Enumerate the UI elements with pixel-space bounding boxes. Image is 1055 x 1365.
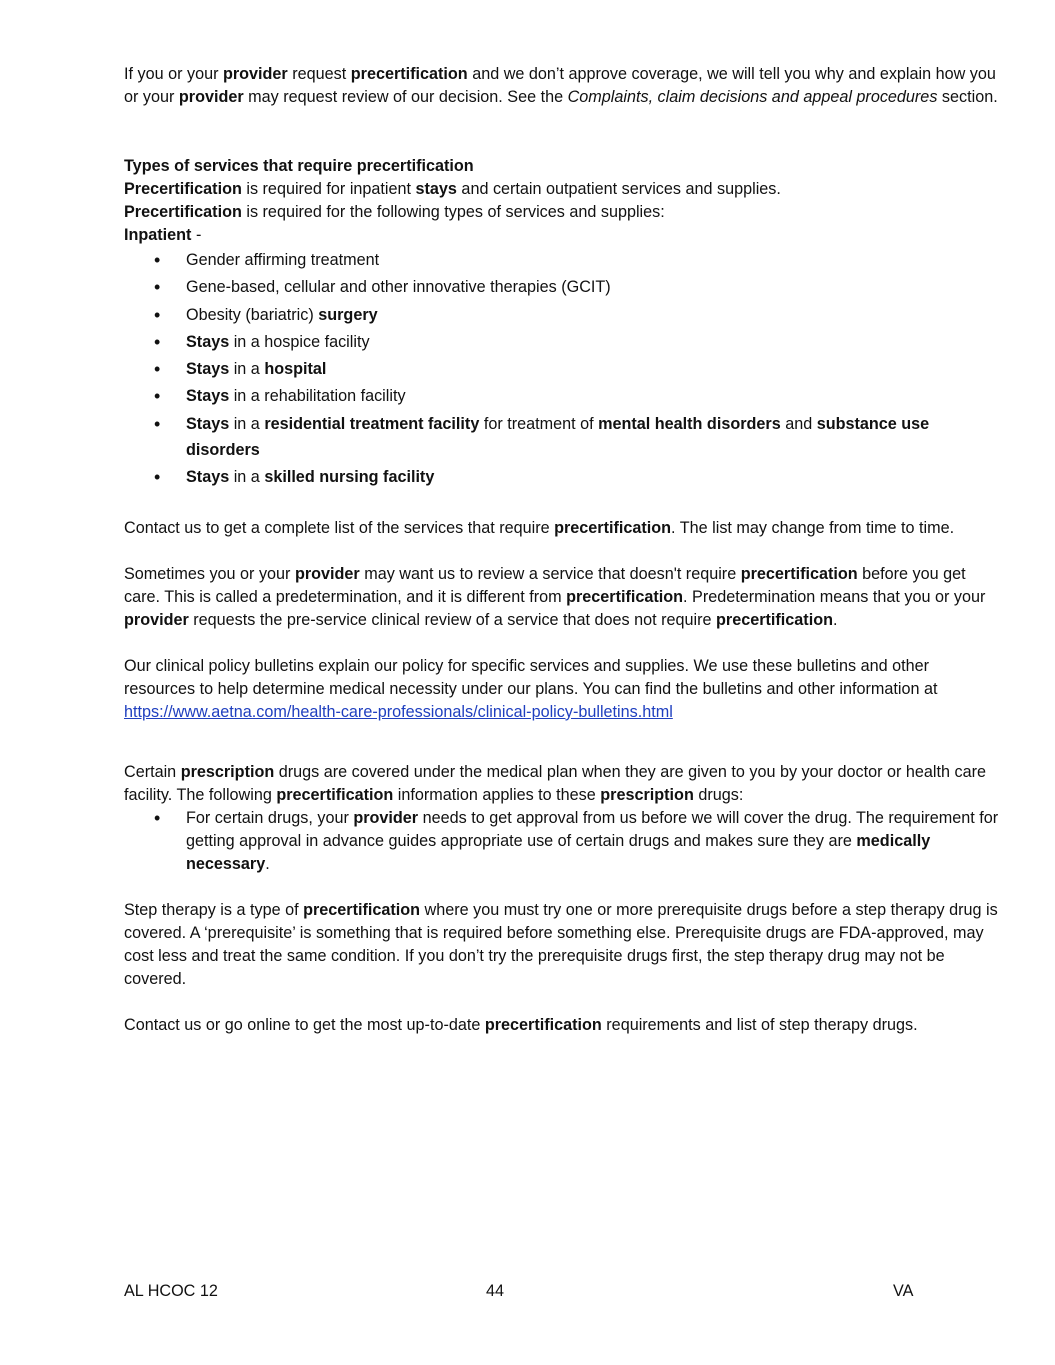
contact-online-paragraph: Contact us or go online to get the most up-to-date precertification requirements and list of step therapy drugs.: [124, 1015, 918, 1034]
list-item: • Obesity (bariatric) surgery: [124, 302, 1004, 328]
footer-state: VA: [893, 1282, 914, 1300]
list-item: • Stays in a skilled nursing facility: [124, 464, 1004, 490]
inpatient-label: Inpatient -: [124, 226, 202, 244]
list-item: • Stays in a hospice facility: [124, 329, 1004, 355]
contact-list-paragraph: Contact us to get a complete list of the services that require precertification. The list may change from time to time.: [124, 518, 955, 537]
inpatient-stays-line: Precertification is required for inpatient stays and certain outpatient services and supplies.: [124, 180, 781, 198]
bulletins-paragraph: Our clinical policy bulletins explain our policy for specific services and supplies. We use these bulletins and other resources to help determine medical necessity under our plans. You can find the bulletins and other information at https://www.aetna.com/health-care-professionals/clinical-policy-bulletins.html: [124, 656, 938, 721]
services-types-line: Precertification is required for the following types of services and supplies:: [124, 203, 665, 221]
appeal-section-reference: Complaints, claim decisions and appeal procedures: [567, 88, 938, 106]
types-section: [124, 155, 1004, 491]
prescription-section: [124, 761, 1004, 876]
precert-denial-paragraph: If you or your provider request precertification and we don’t approve coverage, we will tell you why and explain how you or your provider may request review of our decision. See the Complaints, claim decisions and appeal procedures section.: [124, 65, 998, 106]
document-body: [124, 63, 1004, 1037]
list-item: • Gene-based, cellular and other innovative therapies (GCIT): [124, 274, 1004, 300]
prescription-list: [124, 807, 1004, 876]
list-item: • Stays in a residential treatment facility for treatment of mental health disorders and substance use disorders: [124, 411, 1004, 464]
list-item: • For certain drugs, your provider needs to get approval from us before we will cover the drug. The requirement for getting approval in advance guides appropriate use of certain drugs and makes sure they are medically necessary.: [124, 807, 1004, 876]
predetermination-paragraph: Sometimes you or your provider may want us to review a service that doesn't require precertification before you get care. This is called a predetermination, and it is different from precertification. Predetermination means that you or your provider requests the pre-service clinical review of a service that does not require precertification.: [124, 564, 986, 629]
list-item: • Gender affirming treatment: [124, 247, 1004, 273]
list-item: • Stays in a hospital: [124, 356, 1004, 382]
clinical-policy-bulletins-link[interactable]: https://www.aetna.com/health-care-professionals/clinical-policy-bulletins.html: [124, 702, 673, 721]
section-heading: Types of services that require precertification: [124, 157, 474, 175]
page-number: 44: [486, 1282, 505, 1300]
step-therapy-paragraph: Step therapy is a type of precertification where you must try one or more prerequisite drugs before a step therapy drug is covered. A ‘prerequisite’ is something that is required before something else. Prerequisite drugs are FDA-approved, may cost less and treat the same condition. If you don’t try the prerequisite drugs first, the step therapy drug may not be covered.: [124, 900, 998, 988]
page-footer: [124, 1280, 916, 1303]
footer-document-code: AL HCOC 12: [124, 1282, 218, 1300]
list-item: • Stays in a rehabilitation facility: [124, 383, 1004, 409]
prescription-paragraph: Certain prescription drugs are covered under the medical plan when they are given to you by your doctor or health care facility. The following precertification information applies to these prescription drugs:: [124, 762, 987, 804]
inpatient-list: [124, 247, 1004, 491]
